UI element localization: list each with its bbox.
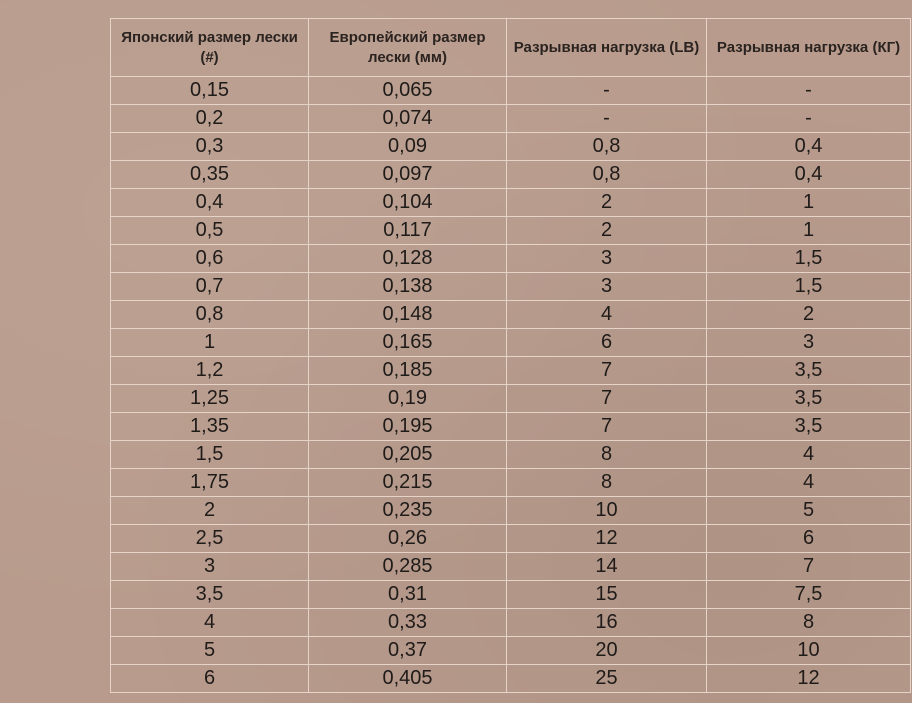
cell-european-size: 0,165 — [309, 329, 507, 357]
table-row — [111, 637, 911, 665]
header-japanese-size: Японский размер лески (#) — [111, 19, 309, 77]
cell-japanese-size: 5 — [111, 637, 309, 665]
cell-japanese-size: 4 — [111, 609, 309, 637]
table-row — [111, 497, 911, 525]
cell-breaking-load-kg: 5 — [707, 497, 911, 525]
cell-breaking-load-kg: - — [707, 105, 911, 133]
cell-breaking-load-kg: 3,5 — [707, 413, 911, 441]
cell-breaking-load-lb: 8 — [507, 441, 707, 469]
cell-breaking-load-kg: 4 — [707, 469, 911, 497]
header-breaking-load-lb: Разрывная нагрузка (LB) — [507, 19, 707, 77]
cell-breaking-load-lb: 2 — [507, 189, 707, 217]
line-size-table — [110, 18, 911, 693]
cell-breaking-load-lb: 7 — [507, 413, 707, 441]
cell-japanese-size: 0,6 — [111, 245, 309, 273]
table-row — [111, 133, 911, 161]
table-row — [111, 77, 911, 105]
table-row — [111, 581, 911, 609]
cell-european-size: 0,37 — [309, 637, 507, 665]
cell-japanese-size: 1,5 — [111, 441, 309, 469]
cell-breaking-load-lb: 8 — [507, 469, 707, 497]
cell-breaking-load-lb: 12 — [507, 525, 707, 553]
cell-japanese-size: 3,5 — [111, 581, 309, 609]
cell-japanese-size: 0,4 — [111, 189, 309, 217]
cell-japanese-size: 1,75 — [111, 469, 309, 497]
cell-european-size: 0,285 — [309, 553, 507, 581]
cell-european-size: 0,117 — [309, 217, 507, 245]
cell-breaking-load-lb: 20 — [507, 637, 707, 665]
cell-breaking-load-kg: 0,4 — [707, 161, 911, 189]
cell-breaking-load-kg: 1 — [707, 217, 911, 245]
cell-japanese-size: 1,2 — [111, 357, 309, 385]
cell-japanese-size: 0,3 — [111, 133, 309, 161]
cell-breaking-load-lb: 25 — [507, 665, 707, 693]
table-row — [111, 413, 911, 441]
table-row — [111, 609, 911, 637]
table-row — [111, 273, 911, 301]
cell-japanese-size: 3 — [111, 553, 309, 581]
table-row — [111, 301, 911, 329]
cell-japanese-size: 1 — [111, 329, 309, 357]
cell-european-size: 0,31 — [309, 581, 507, 609]
table-row — [111, 105, 911, 133]
cell-breaking-load-lb: 6 — [507, 329, 707, 357]
cell-breaking-load-lb: 15 — [507, 581, 707, 609]
cell-breaking-load-kg: - — [707, 77, 911, 105]
table-row — [111, 385, 911, 413]
cell-japanese-size: 0,7 — [111, 273, 309, 301]
table-row — [111, 189, 911, 217]
header-row — [111, 19, 911, 77]
table-row — [111, 329, 911, 357]
cell-breaking-load-kg: 2 — [707, 301, 911, 329]
table-row — [111, 553, 911, 581]
cell-breaking-load-kg: 7 — [707, 553, 911, 581]
cell-japanese-size: 6 — [111, 665, 309, 693]
cell-breaking-load-kg: 4 — [707, 441, 911, 469]
cell-european-size: 0,19 — [309, 385, 507, 413]
table-row — [111, 245, 911, 273]
cell-european-size: 0,097 — [309, 161, 507, 189]
table-row — [111, 665, 911, 693]
cell-japanese-size: 1,35 — [111, 413, 309, 441]
cell-european-size: 0,104 — [309, 189, 507, 217]
cell-breaking-load-kg: 1,5 — [707, 245, 911, 273]
cell-breaking-load-kg: 10 — [707, 637, 911, 665]
cell-japanese-size: 0,8 — [111, 301, 309, 329]
cell-breaking-load-kg: 6 — [707, 525, 911, 553]
cell-breaking-load-lb: 3 — [507, 245, 707, 273]
cell-breaking-load-kg: 3,5 — [707, 357, 911, 385]
cell-breaking-load-kg: 1 — [707, 189, 911, 217]
cell-european-size: 0,128 — [309, 245, 507, 273]
cell-breaking-load-kg: 12 — [707, 665, 911, 693]
cell-european-size: 0,074 — [309, 105, 507, 133]
cell-breaking-load-kg: 3 — [707, 329, 911, 357]
cell-japanese-size: 2 — [111, 497, 309, 525]
cell-european-size: 0,09 — [309, 133, 507, 161]
cell-breaking-load-lb: 7 — [507, 357, 707, 385]
cell-european-size: 0,205 — [309, 441, 507, 469]
cell-european-size: 0,405 — [309, 665, 507, 693]
cell-european-size: 0,26 — [309, 525, 507, 553]
cell-european-size: 0,138 — [309, 273, 507, 301]
cell-breaking-load-kg: 8 — [707, 609, 911, 637]
cell-japanese-size: 0,35 — [111, 161, 309, 189]
cell-breaking-load-lb: 7 — [507, 385, 707, 413]
table-row — [111, 217, 911, 245]
cell-european-size: 0,33 — [309, 609, 507, 637]
table-row — [111, 357, 911, 385]
cell-breaking-load-lb: 10 — [507, 497, 707, 525]
cell-breaking-load-lb: 3 — [507, 273, 707, 301]
table-body — [111, 77, 911, 693]
table-row — [111, 161, 911, 189]
cell-european-size: 0,148 — [309, 301, 507, 329]
table-row — [111, 469, 911, 497]
cell-breaking-load-lb: 0,8 — [507, 133, 707, 161]
cell-european-size: 0,215 — [309, 469, 507, 497]
cell-european-size: 0,195 — [309, 413, 507, 441]
cell-breaking-load-lb: 16 — [507, 609, 707, 637]
cell-breaking-load-lb: - — [507, 77, 707, 105]
header-breaking-load-kg: Разрывная нагрузка (КГ) — [707, 19, 911, 77]
cell-japanese-size: 0,5 — [111, 217, 309, 245]
cell-japanese-size: 0,2 — [111, 105, 309, 133]
cell-breaking-load-lb: 0,8 — [507, 161, 707, 189]
cell-european-size: 0,185 — [309, 357, 507, 385]
cell-japanese-size: 0,15 — [111, 77, 309, 105]
header-european-size: Европейский размер лески (мм) — [309, 19, 507, 77]
cell-breaking-load-kg: 1,5 — [707, 273, 911, 301]
cell-breaking-load-lb: 14 — [507, 553, 707, 581]
table-row — [111, 525, 911, 553]
cell-european-size: 0,235 — [309, 497, 507, 525]
cell-japanese-size: 2,5 — [111, 525, 309, 553]
cell-breaking-load-lb: 4 — [507, 301, 707, 329]
cell-european-size: 0,065 — [309, 77, 507, 105]
cell-breaking-load-lb: 2 — [507, 217, 707, 245]
cell-breaking-load-kg: 0,4 — [707, 133, 911, 161]
cell-breaking-load-kg: 7,5 — [707, 581, 911, 609]
table-row — [111, 441, 911, 469]
cell-japanese-size: 1,25 — [111, 385, 309, 413]
cell-breaking-load-lb: - — [507, 105, 707, 133]
cell-breaking-load-kg: 3,5 — [707, 385, 911, 413]
